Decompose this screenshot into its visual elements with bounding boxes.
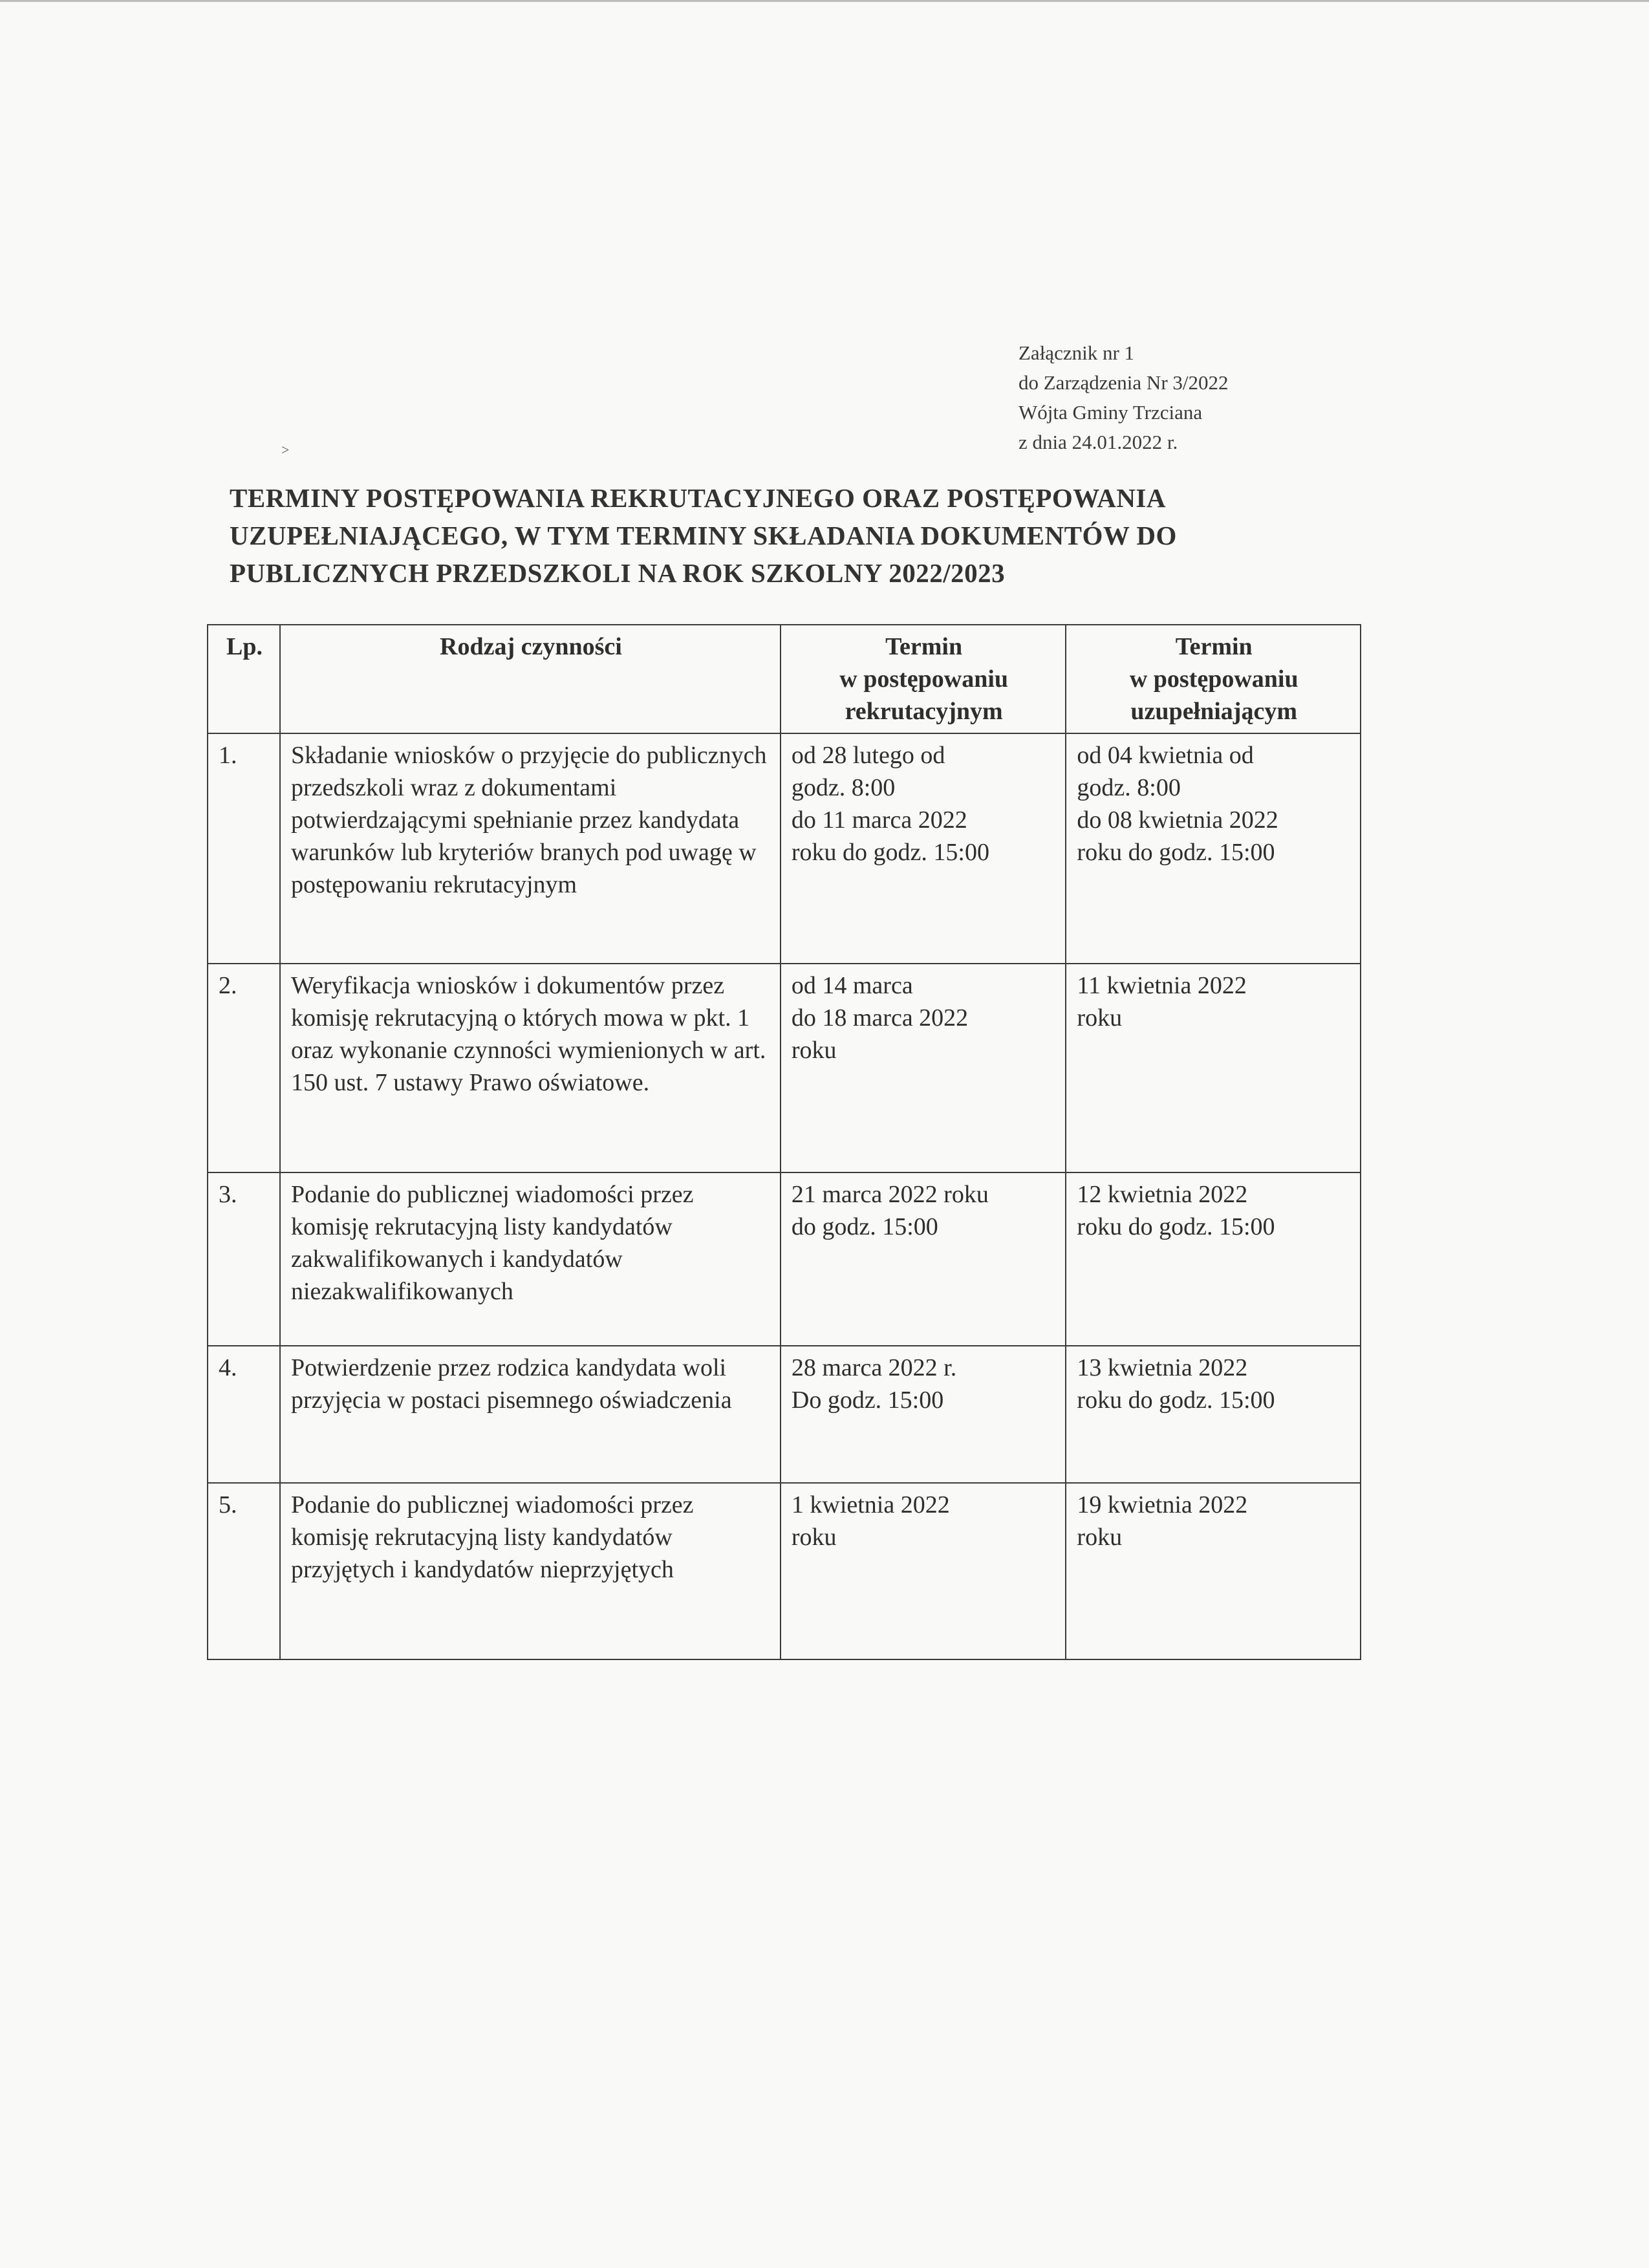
row-term-recruitment: 1 kwietnia 2022 roku xyxy=(781,1483,1066,1659)
row-activity: Podanie do publicznej wiadomości przez komisję rekrutacyjną listy kandydatów zakwalifikowanych i kandydatów niezakwalifikowanych xyxy=(280,1172,781,1346)
row-activity: Potwierdzenie przez rodzica kandydata woli przyjęcia w postaci pisemnego oświadczenia xyxy=(280,1346,781,1483)
header-activity: Rodzaj czynności xyxy=(280,625,781,733)
row-number: 5. xyxy=(208,1483,280,1659)
row-term-recruitment: od 28 lutego od godz. 8:00 do 11 marca 2022 roku do godz. 15:00 xyxy=(781,733,1066,964)
title-line: UZUPEŁNIAJĄCEGO, W TYM TERMINY SKŁADANIA DOKUMENTÓW DO xyxy=(230,521,1177,550)
attachment-line: Załącznik nr 1 xyxy=(1018,341,1135,364)
row-term-recruitment: od 14 marca do 18 marca 2022 roku xyxy=(781,964,1066,1172)
row-term-supplementary: 12 kwietnia 2022 roku do godz. 15:00 xyxy=(1066,1172,1361,1346)
row-number: 1. xyxy=(208,733,280,964)
header-term-supplementary: Termin w postępowaniu uzupełniającym xyxy=(1066,625,1361,733)
title-line: PUBLICZNYCH PRZEDSZKOLI NA ROK SZKOLNY 2022/2023 xyxy=(230,558,1006,588)
row-activity: Weryfikacja wniosków i dokumentów przez komisję rekrutacyjną o których mowa w pkt. 1 oraz wykonanie czynności wymienionych w art. 150 ust. 7 ustawy Prawo oświatowe. xyxy=(280,964,781,1172)
attachment-line: z dnia 24.01.2022 r. xyxy=(1018,431,1178,453)
row-term-supplementary: od 04 kwietnia od godz. 8:00 do 08 kwietnia 2022 roku do godz. 15:00 xyxy=(1066,733,1361,964)
attachment-line: do Zarządzenia Nr 3/2022 xyxy=(1018,371,1229,394)
table-row xyxy=(208,1346,1361,1483)
row-number: 3. xyxy=(208,1172,280,1346)
row-activity: Składanie wniosków o przyjęcie do publicznych przedszkoli wraz z dokumentami potwierdzającymi spełnianie przez kandydata warunków lub kryteriów branych pod uwagę w postępowaniu rekrutacyjnym xyxy=(280,733,781,964)
table-row xyxy=(208,733,1361,964)
document-title xyxy=(230,479,1368,592)
row-term-supplementary: 11 kwietnia 2022 roku xyxy=(1066,964,1361,1172)
attachment-note xyxy=(1018,338,1229,457)
row-term-supplementary: 19 kwietnia 2022 roku xyxy=(1066,1483,1361,1659)
title-line: TERMINY POSTĘPOWANIA REKRUTACYJNEGO ORAZ POSTĘPOWANIA xyxy=(230,483,1166,513)
schedule-table xyxy=(207,624,1361,1660)
row-term-supplementary: 13 kwietnia 2022 roku do godz. 15:00 xyxy=(1066,1346,1361,1483)
row-term-recruitment: 28 marca 2022 r. Do godz. 15:00 xyxy=(781,1346,1066,1483)
header-lp: Lp. xyxy=(208,625,280,733)
table-row xyxy=(208,964,1361,1172)
header-term-recruitment: Termin w postępowaniu rekrutacyjnym xyxy=(781,625,1066,733)
row-number: 4. xyxy=(208,1346,280,1483)
row-number: 2. xyxy=(208,964,280,1172)
table-row xyxy=(208,1483,1361,1659)
attachment-line: Wójta Gminy Trzciana xyxy=(1018,401,1203,424)
row-activity: Podanie do publicznej wiadomości przez komisję rekrutacyjną listy kandydatów przyjętych i kandydatów nieprzyjętych xyxy=(280,1483,781,1659)
table-row xyxy=(208,1172,1361,1346)
table-header-row xyxy=(208,625,1361,733)
stray-mark: > xyxy=(281,442,290,458)
row-term-recruitment: 21 marca 2022 roku do godz. 15:00 xyxy=(781,1172,1066,1346)
